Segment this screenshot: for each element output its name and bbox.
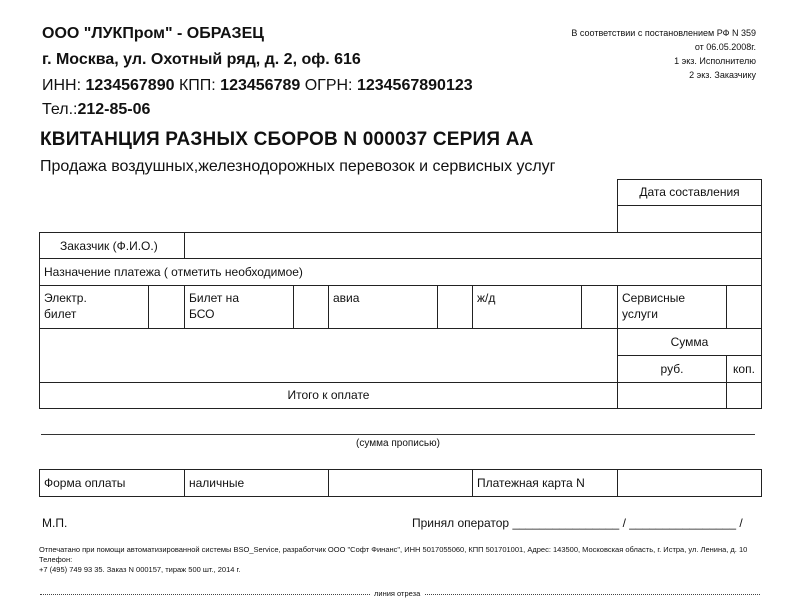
total-label-cell: Итого к оплате [39,382,618,409]
org-phone [42,101,150,119]
option-service-line2: услуги [622,307,658,321]
org-name: ООО "ЛУКПром" - ОБРАЗЕЦ [42,25,264,42]
card-label-cell: Платежная карта N [472,469,618,497]
inn-label: ИНН: [42,77,82,94]
payment-form-label-cell: Форма оплаты [39,469,185,497]
org-address: г. Москва, ул. Охотный ряд, д. 2, оф. 616 [42,51,361,68]
rub-label-cell: руб. [617,355,727,383]
inn-value: 1234567890 [85,77,175,94]
payment-form-value-cell: наличные [184,469,329,497]
cut-line-left [40,594,370,595]
option-service-checkbox[interactable] [726,285,762,329]
payment-form-blank-cell[interactable] [328,469,473,497]
sum-words-line[interactable] [41,434,755,435]
phone-label: Тел.: [42,101,78,118]
option-eticket-line1: Электр. [44,291,87,305]
operator-label: Принял оператор [412,516,510,530]
description-area[interactable] [39,328,618,383]
print-info [39,545,769,575]
option-bso-line2: БСО [189,307,215,321]
option-rail-label: ж/д [472,285,582,329]
customer-input-cell[interactable] [184,232,762,259]
org-requisites [42,77,473,95]
ogrn-value: 1234567890123 [356,77,473,94]
option-eticket-line2: билет [44,307,77,321]
option-avia-label: авиа [328,285,438,329]
kpp-label: КПП: [178,77,216,94]
option-service-line1: Сервисные [622,291,686,305]
cut-line-right [425,594,760,595]
card-number-cell[interactable] [617,469,762,497]
date-input-cell[interactable] [617,205,762,233]
legal-line: В соответствии с постановлением РФ N 359 [571,28,756,38]
operator-signature-line: ________________ / ________________ / [512,516,743,530]
document-subtitle: Продажа воздушных,железнодорожных перевозок и сервисных услуг [40,158,556,175]
option-avia-checkbox[interactable] [437,285,473,329]
sum-label-cell: Сумма [617,328,762,356]
legal-line: 2 экз. Заказчику [689,70,756,80]
date-label-cell: Дата составления [617,179,762,206]
total-rub-cell[interactable] [617,382,727,409]
print-info-line2: +7 (495) 749 93 35. Заказ N 000157, тираж 500 шт., 2014 г. [39,565,241,574]
kop-label-cell: коп. [726,355,762,383]
kpp-value: 123456789 [220,77,301,94]
sum-words-caption: (сумма прописью) [356,438,440,449]
option-rail-checkbox[interactable] [581,285,618,329]
legal-line: от 06.05.2008г. [694,42,756,52]
option-service-label [617,285,727,329]
operator-signature[interactable] [412,516,743,530]
option-bso-line1: Билет на [189,291,239,305]
customer-label-cell: Заказчик (Ф.И.О.) [39,232,185,259]
option-bso-checkbox[interactable] [293,285,329,329]
option-bso-label [184,285,294,329]
legal-note [496,26,756,82]
print-info-line1: Отпечатано при помощи автоматизированной системы BSO_Service, разработчик ООО "Софт Финанс", ИНН 5017055060, КПП 501701001, Адрес: 143500, Московская область, г. Истра, ул. Ленина, д. 10 Телефон: [39,545,748,564]
ogrn-label: ОГРН: [304,77,353,94]
purpose-label-cell: Назначение платежа ( отметить необходимое) [39,258,762,286]
total-kop-cell[interactable] [726,382,762,409]
cut-line-label: линия отреза [374,589,421,598]
stamp-place-label: М.П. [42,516,68,530]
phone-value: 212-85-06 [77,101,151,118]
option-eticket-checkbox[interactable] [148,285,185,329]
option-eticket-label [39,285,149,329]
document-title: КВИТАНЦИЯ РАЗНЫХ СБОРОВ N 000037 СЕРИЯ АА [40,129,534,150]
legal-line: 1 экз. Исполнителю [674,56,756,66]
